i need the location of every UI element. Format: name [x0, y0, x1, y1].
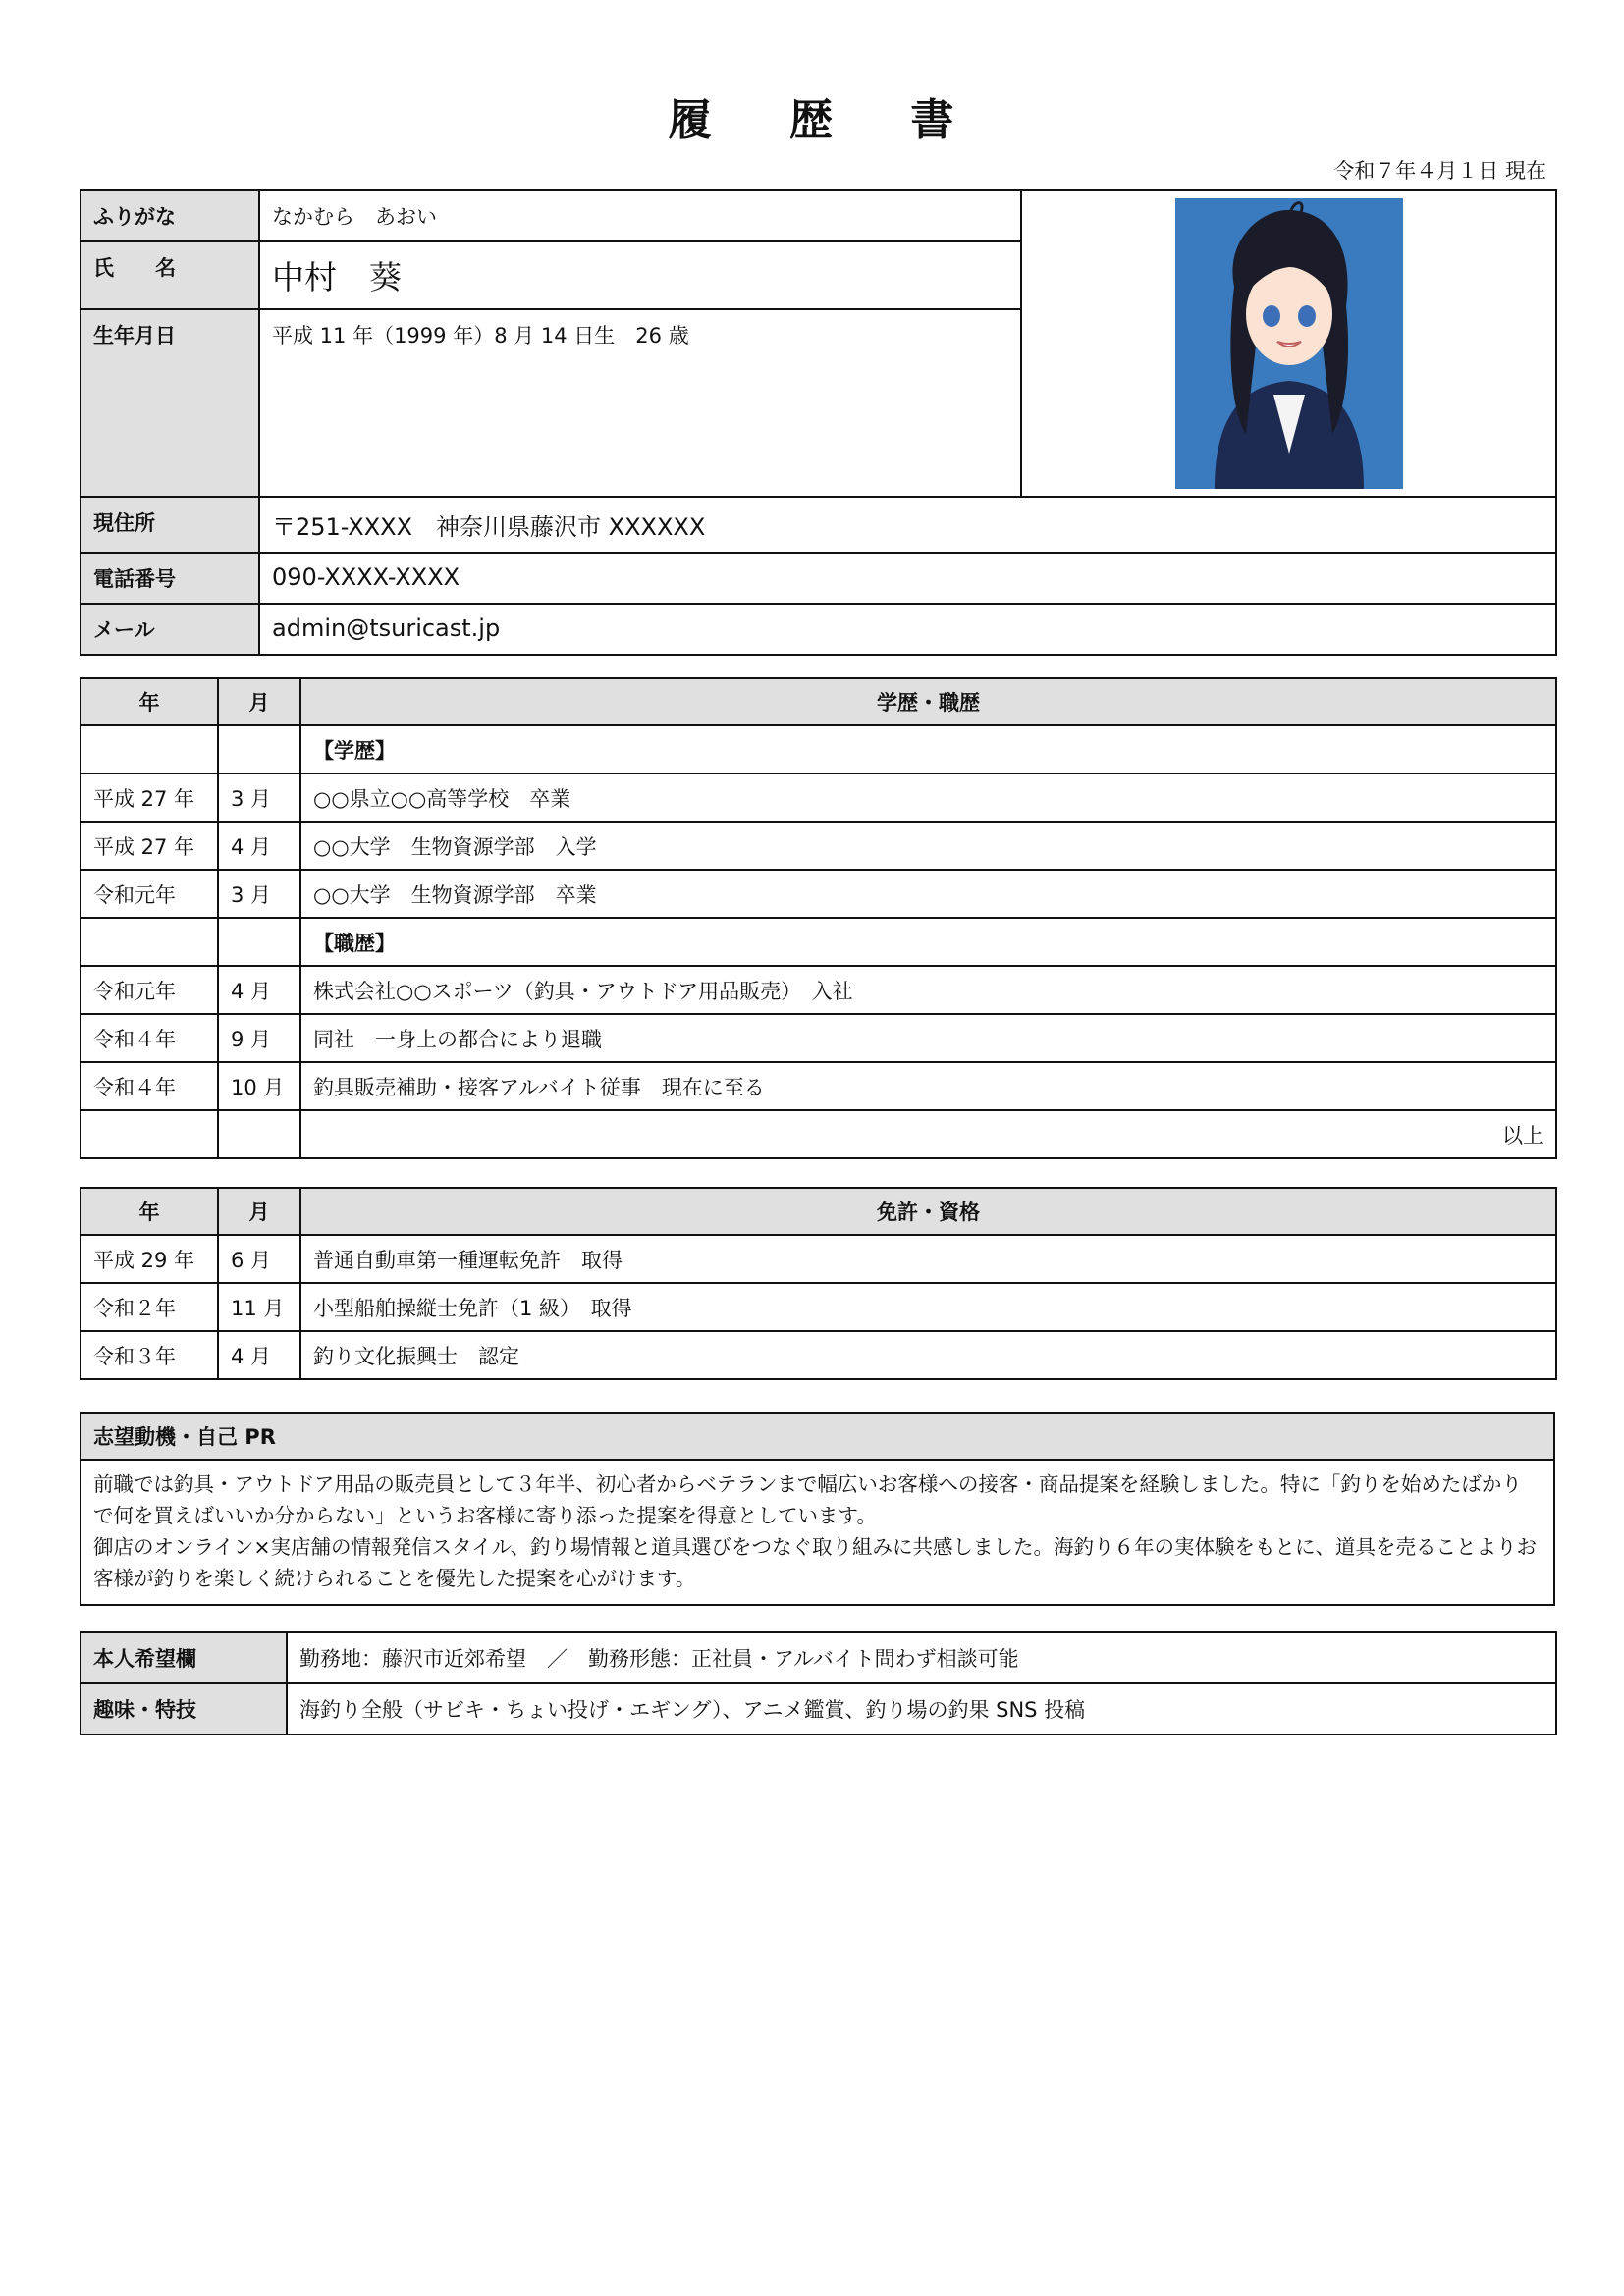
document-date: 令和７年４月１日 現在 — [1333, 159, 1546, 183]
header-license: 免許・資格 — [300, 1188, 1556, 1235]
name-label: 氏 名 — [81, 241, 259, 309]
header-month: 月 — [218, 1188, 300, 1235]
title-char: 歴 — [789, 95, 835, 145]
wish-label: 本人希望欄 — [81, 1632, 287, 1683]
name-value: 中村 葵 — [259, 241, 1021, 309]
phone-value: 090-XXXX-XXXX — [259, 553, 1556, 604]
education-work-history-table — [80, 677, 1557, 1159]
pr-paragraph: 前職では釣具・アウトドア用品の販売員として３年半、初心者からベテランまで幅広いお客様への接客・商品提案を経験しました。特に「釣りを始めたばかりで何を買えばいいか分からない」というお客様に寄り添った提案を得意としています。 — [93, 1472, 1522, 1527]
table-row: 平成 27 年 3 月 ○○県立○○高等学校 卒業 — [81, 774, 1556, 822]
title-char: 書 — [910, 95, 956, 145]
wish-hobby-table — [80, 1631, 1557, 1735]
header-year: 年 — [81, 678, 218, 725]
mail-value: admin@tsuricast.jp — [259, 604, 1556, 655]
photo-cell — [1021, 190, 1556, 497]
portrait-photo — [1175, 198, 1403, 489]
pr-body — [81, 1460, 1554, 1605]
birth-label: 生年月日 — [81, 309, 259, 497]
phone-label: 電話番号 — [81, 553, 259, 604]
table-row: 平成 27 年 4 月 ○○大学 生物資源学部 入学 — [81, 822, 1556, 870]
table-row: 平成 29 年 6 月 普通自動車第一種運転免許 取得 — [81, 1235, 1556, 1283]
table-row: 令和４年 10 月 釣具販売補助・接客アルバイト従事 現在に至る — [81, 1062, 1556, 1110]
table-row: 令和２年 11 月 小型船舶操縦士免許（1 級） 取得 — [81, 1283, 1556, 1331]
table-row — [81, 918, 1556, 966]
address-label: 現住所 — [81, 497, 259, 553]
personal-info-table — [80, 189, 1557, 656]
pr-paragraph: 御店のオンライン×実店舗の情報発信スタイル、釣り場情報と道具選びをつなぐ取り組みに共感しました。海釣り６年の実体験をもとに、道具を売ることよりお客様が釣りを楽しく続けられることを優先した提案を心がけます。 — [93, 1535, 1538, 1590]
furigana-value: なかむら あおい — [259, 190, 1021, 241]
hobby-label: 趣味・特技 — [81, 1683, 287, 1735]
table-row — [81, 1110, 1556, 1158]
mail-label: メール — [81, 604, 259, 655]
table-row: 令和３年 4 月 釣り文化振興士 認定 — [81, 1331, 1556, 1379]
header-history: 学歴・職歴 — [300, 678, 1556, 725]
document-title — [0, 84, 1624, 147]
portrait-illustration — [1175, 198, 1403, 489]
table-row: 令和元年 4 月 株式会社○○スポーツ（釣具・アウトドア用品販売） 入社 — [81, 966, 1556, 1014]
header-month: 月 — [218, 678, 300, 725]
header-year: 年 — [81, 1188, 218, 1235]
title-char: 履 — [668, 95, 714, 145]
license-table — [80, 1187, 1557, 1380]
table-row: 令和元年 3 月 ○○大学 生物資源学部 卒業 — [81, 870, 1556, 918]
wish-value: 勤務地：藤沢市近郊希望 ／ 勤務形態：正社員・アルバイト問わず相談可能 — [287, 1632, 1556, 1683]
birth-value: 平成 11 年（1999 年）8 月 14 日生 26 歳 — [259, 309, 1021, 497]
motivation-pr-table — [80, 1412, 1555, 1606]
pr-heading: 志望動機・自己 PR — [81, 1413, 1554, 1460]
table-row: 令和４年 9 月 同社 一身上の都合により退職 — [81, 1014, 1556, 1062]
section-heading-work: 【職歴】 — [300, 918, 1556, 966]
table-row — [81, 725, 1556, 774]
section-heading-education: 【学歴】 — [300, 725, 1556, 774]
address-value: 〒251-XXXX 神奈川県藤沢市 XXXXXX — [259, 497, 1556, 553]
hobby-value: 海釣り全般（サビキ・ちょい投げ・エギング）、アニメ鑑賞、釣り場の釣果 SNS 投稿 — [287, 1683, 1556, 1735]
furigana-label: ふりがな — [81, 190, 259, 241]
end-marker: 以上 — [300, 1110, 1556, 1158]
